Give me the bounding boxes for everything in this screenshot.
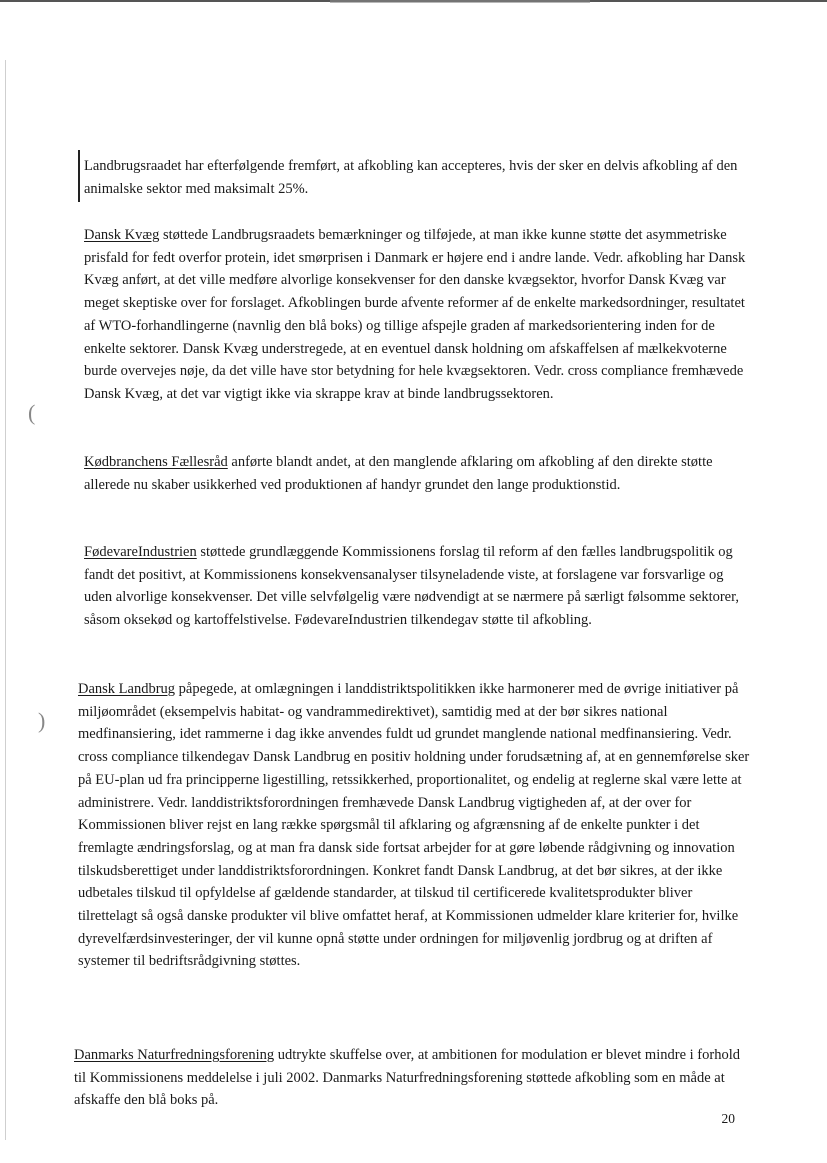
paragraph-koedbranchens-faellesraad [84, 451, 752, 496]
paragraph-dansk-kvaeg [84, 224, 752, 406]
punch-hole-mark: ) [38, 708, 46, 733]
organization-name: Dansk Landbrug [78, 681, 176, 697]
paragraph-dansk-landbrug [78, 678, 752, 973]
paragraph-text: støttede grundlæggende Kommissionens forslag til reform af den fælles landbrugspolitik og fandt det positivt, at Kommissionens konsekvensanalyser tilsyneladende viste, at forslagene var forsvarlige og uden alvorlige konsekvenser. Det ville selvfølgelig være nødvendigt at se nærmere på særligt følsomme sektorer, såsom oksekød og kartoffelstivelse. FødevareIndustrien tilkendegav støtte til afkobling. [84, 544, 739, 629]
organization-name: FødevareIndustrien [84, 544, 197, 560]
page-number: 20 [721, 1111, 735, 1126]
organization-name: Dansk Kvæg [84, 227, 160, 243]
paragraph-text: støttede Landbrugsraadets bemærkninger og tilføjede, at man ikke kunne støtte det asymmetriske prisfald for fedt overfor protein, idet smørprisen i Danmark er højere end i andre lande. Vedr. afkobling har Dansk Kvæg anført, at det ville medføre alvorlige konsekvenser for den danske kvægsektor, hvorfor Dansk Kvæg var meget skeptiske over for forslaget. Afkoblingen burde afvente reformer af de enkelte markedsordninger, resultatet af WTO-forhandlingerne (navnlig den blå boks) og tillige afspejle graden af markedsorientering inden for de enkelte sektorer. Dansk Kvæg understregede, at en eventuel dansk holdning om afskaffelsen af mælkekvoterne burde overvejes nøje, da det ville have stor betydning for hele kvægsektoren. Vedr. cross compliance fremhævede Dansk Kvæg, at det var vigtigt ikke via skrappe krav at binde landbrugssektoren. [84, 227, 746, 402]
paragraph-text: anførte blandt andet, at den manglende afklaring om afkobling af den direkte støtte allerede nu skaber usikkerhed ved produktionen af handyr grundet den lange produktionstid. [84, 454, 713, 493]
organization-name: Kødbranchens Fællesråd [84, 454, 228, 470]
margin-change-bar [78, 150, 80, 202]
paragraph-danmarks-naturfredningsforening [74, 1044, 754, 1112]
paragraph-landbrugsraadet [84, 155, 752, 200]
paragraph-text: Landbrugsraadet har efterfølgende fremført, at afkobling kan accepteres, hvis der sker en delvis afkobling af den animalske sektor med maksimalt 25%. [84, 158, 738, 197]
scan-left-edge [5, 60, 6, 1140]
punch-hole-mark: ( [28, 400, 36, 425]
paragraph-text: udtrykte skuffelse over, at ambitionen for modulation er blevet mindre i forhold til Kommissionens meddelelse i juli 2002. Danmarks Naturfredningsforening støttede afkobling som en måde at afskaffe den blå boks på. [74, 1047, 740, 1109]
scan-top-edge-shadow [330, 0, 590, 3]
paragraph-text: påpegede, at omlægningen i landdistriktspolitikken ikke harmonerer med de øvrige initiativer på miljøområdet (eksempelvis habitat- og vandrammedirektivet), samtidig med at der bør sikres national medfinansiering, idet rammerne i dag ikke anvendes fuldt ud grundet manglende national medfinansiering. Vedr. cross compliance tilkendegav Dansk Landbrug en positiv holdning under forudsætning af, at en gennemførelse sker på EU-plan ud fra principperne ligestilling, retssikkerhed, proportionalitet, og endelig at reglerne skal være lette at administrere. Vedr. landdistriktsforordningen fremhævede Dansk Landbrug vigtigheden af, at der over for Kommissionen bliver rejst en lang række spørgsmål til afklaring og afgrænsning af de enkelte punkter i det fremlagte ændringsforslag, og at man fra dansk side fortsat arbejder for at gøre løbende rådgivning og innovation tilskudsberettiget under landdistriktsforordningen. Konkret fandt Dansk Landbrug, at det bør sikres, at der ikke udbetales tilskud til opfyldelse af gældende standarder, at tilskud til certificerede kvalitetsprodukter bliver tilrettelagt så også danske produkter vil blive omfattet heraf, at Kommissionen udmelder klare kriterier for, hvilke dyrevelfærdsinvesteringer, der vil kunne opnå støtte under ordningen for miljøvenlig jordbrug og at driften af systemer til bedriftsrådgivning støttes. [78, 681, 750, 970]
paragraph-foedevareindustrien [84, 541, 752, 632]
organization-name: Danmarks Naturfredningsforening [74, 1047, 275, 1063]
